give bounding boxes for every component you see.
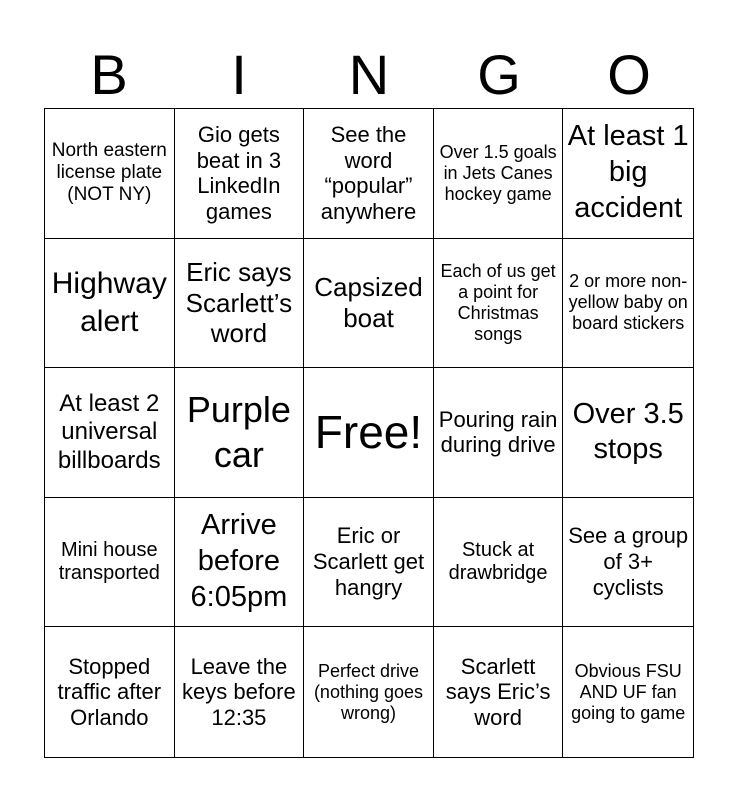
bingo-cell[interactable]: At least 1 big accident bbox=[563, 109, 693, 239]
bingo-cell[interactable]: Perfect drive (nothing goes wrong) bbox=[304, 627, 434, 757]
bingo-cell[interactable]: Stuck at drawbridge bbox=[434, 498, 564, 628]
bingo-cell[interactable]: See the word “popular” anywhere bbox=[304, 109, 434, 239]
bingo-cell[interactable]: Eric or Scarlett get hangry bbox=[304, 498, 434, 628]
bingo-cell[interactable]: Each of us get a point for Christmas songs bbox=[434, 239, 564, 369]
bingo-cell[interactable]: Scarlett says Eric’s word bbox=[434, 627, 564, 757]
bingo-cell[interactable]: Over 1.5 goals in Jets Canes hockey game bbox=[434, 109, 564, 239]
header-letter-n: N bbox=[348, 43, 390, 106]
bingo-cell[interactable]: Obvious FSU AND UF fan going to game bbox=[571, 660, 686, 723]
bingo-cell[interactable]: See a group of 3+ cyclists bbox=[563, 498, 693, 628]
bingo-cell[interactable]: Mini house transported bbox=[45, 498, 175, 628]
header-letter-g: G bbox=[477, 43, 521, 106]
bingo-header bbox=[44, 44, 694, 106]
bingo-cell[interactable]: Highway alert bbox=[45, 239, 175, 369]
header-letter-b: B bbox=[90, 43, 128, 106]
bingo-cell[interactable]: Arrive before 6:05pm bbox=[175, 498, 305, 628]
bingo-cell[interactable]: Capsized boat bbox=[304, 239, 434, 369]
free-space-cell[interactable]: Free! bbox=[304, 368, 434, 498]
bingo-cell[interactable]: Purple car bbox=[175, 368, 305, 498]
bingo-cell[interactable]: Leave the keys before 12:35 bbox=[175, 627, 305, 757]
header-letter-i: I bbox=[231, 43, 247, 106]
bingo-cell[interactable]: 2 or more non-yellow baby on board stickers bbox=[563, 239, 693, 369]
bingo-cell[interactable]: Stopped traffic after Orlando bbox=[45, 627, 175, 757]
header-letter-o: O bbox=[607, 43, 651, 106]
bingo-board bbox=[44, 108, 694, 758]
bingo-cell[interactable]: North eastern license plate (NOT NY) bbox=[45, 109, 175, 239]
bingo-cell[interactable]: At least 2 universal billboards bbox=[45, 368, 175, 498]
bingo-cell[interactable]: Eric says Scarlett’s word bbox=[175, 239, 305, 369]
bingo-cell[interactable]: Pouring rain during drive bbox=[434, 368, 564, 498]
bingo-cell[interactable]: Gio gets beat in 3 LinkedIn games bbox=[175, 109, 305, 239]
bingo-cell[interactable]: Over 3.5 stops bbox=[563, 368, 693, 498]
